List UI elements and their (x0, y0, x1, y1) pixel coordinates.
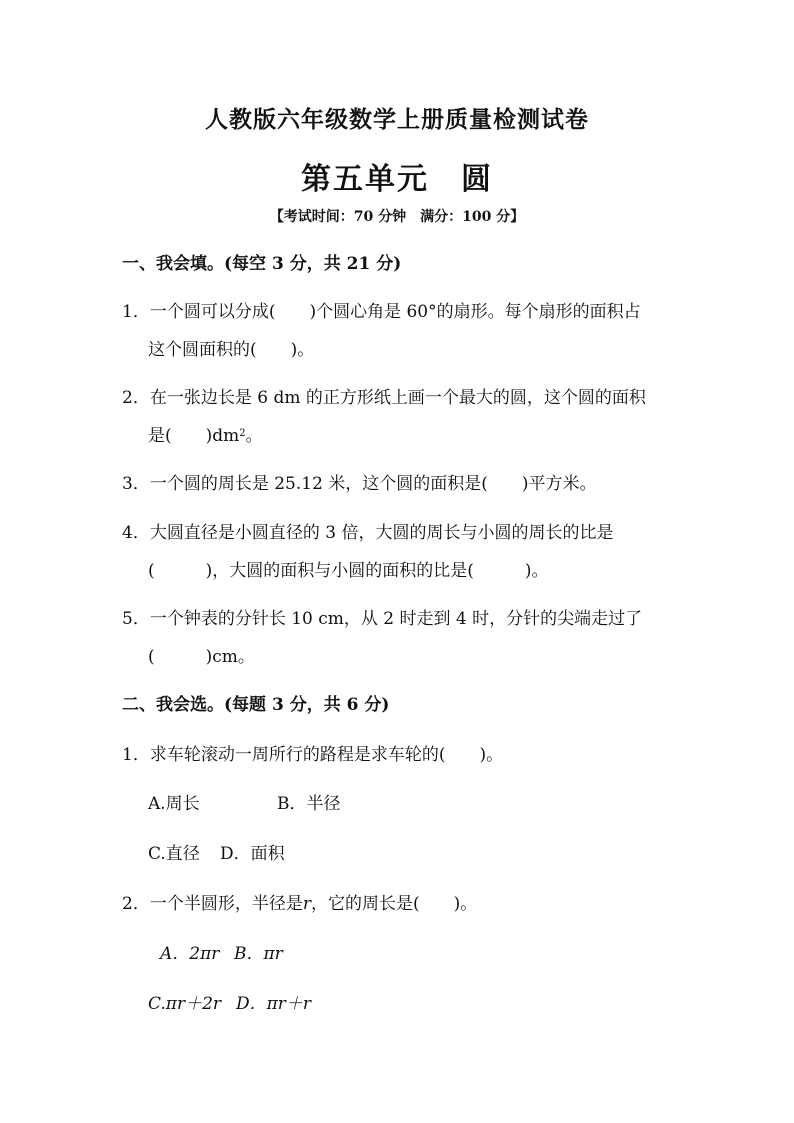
s1-q5-line1: 5．一个钟表的分针长 10 cm，从 2 时走到 4 时，分针的尖端走过了 (122, 609, 643, 629)
s1-q3-line1: 3．一个圆的周长是 25.12 米，这个圆的面积是( )平方米。 (122, 474, 597, 494)
s1-q2-line2-post: 。 (245, 426, 263, 446)
section2-heading: 二、我会选。(每题 3 分，共 6 分) (122, 695, 390, 715)
s2-q1-option-d: D．面积 (220, 844, 285, 864)
exam-info: 【考试时间：70 分钟 满分：100 分】 (269, 209, 525, 225)
s1-q2-line2 (148, 424, 263, 448)
s2-q1-option-c: C.直径 (148, 844, 200, 864)
s2-q1-option-b: B．半径 (277, 794, 341, 814)
s2-q2-line1-post: ，它的周长是( )。 (310, 894, 478, 914)
unit-title: 第五单元 圆 (301, 162, 493, 197)
s2-q2-variable: r (302, 894, 311, 914)
s2-q2-option-c: C.πr＋2r (148, 994, 222, 1014)
section1-heading: 一、我会填。(每空 3 分，共 21 分) (122, 254, 402, 274)
s1-q1-line1: 1．一个圆可以分成( )个圆心角是 60°的扇形。每个扇形的面积占 (122, 302, 641, 322)
s1-q1-line2: 这个圆面积的( )。 (148, 340, 315, 360)
s2-q2-option-d: D．πr＋r (236, 994, 312, 1014)
s2-q2-line1-pre: 2．一个半圆形，半径是 (122, 894, 303, 914)
s2-q1-line1: 1．求车轮滚动一周所行的路程是求车轮的( )。 (122, 745, 504, 765)
s2-q2-option-b: B．πr (234, 944, 283, 964)
s1-q4-line2: ( )，大圆的面积与小圆的面积的比是( )。 (148, 561, 549, 581)
exam-title: 人教版六年级数学上册质量检测试卷 (205, 106, 589, 133)
s2-q1-option-a: A.周长 (148, 794, 200, 814)
s1-q2-superscript: 2 (239, 428, 246, 439)
s1-q4-line1: 4．大圆直径是小圆直径的 3 倍，大圆的周长与小圆的周长的比是 (122, 523, 614, 543)
s2-q2-option-a: A．2πr (160, 944, 220, 964)
s1-q2-line1: 2．在一张边长是 6 dm 的正方形纸上画一个最大的圆，这个圆的面积 (122, 388, 646, 408)
s2-q2-line1 (122, 892, 477, 916)
s1-q2-line2-pre: 是( )dm (148, 426, 240, 446)
s1-q5-line2: ( )cm。 (148, 647, 255, 667)
